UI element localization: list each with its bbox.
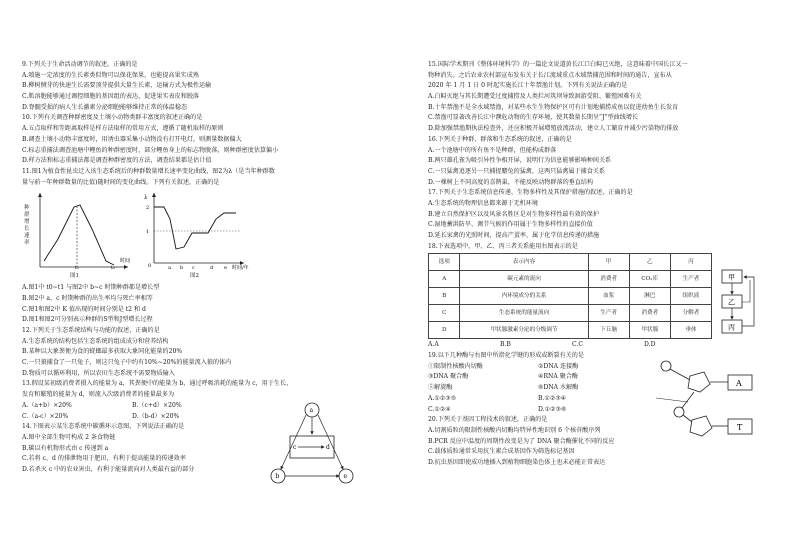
figure-caption: 图1 (70, 273, 79, 280)
question-9 (22, 60, 392, 113)
option-d: D.①②③⑥ (538, 405, 567, 413)
enzyme-5: ⑤解旋酶 (428, 384, 453, 392)
option-b: B.某种以大象粪便为食的蜣螂最多获取大象同化能量的20% (22, 348, 183, 356)
table-cell: CO₂库 (629, 271, 670, 288)
option-b: B.B (500, 341, 511, 349)
y-tick-2: 2 (146, 205, 150, 212)
question-stem: 19.以下几种酶与右图中所指化学键的形成或断裂有关的是 (428, 352, 584, 360)
question-stem: 18.下表选项中，甲、乙、丙三者关系能用右图表示的是 (428, 242, 578, 250)
option-a: A.生态系统的物理信息都来源于无机环境 (428, 199, 538, 207)
option-b: B.（c+d）×20% (132, 401, 182, 409)
table-cell: 生产者 (670, 271, 711, 288)
option-c: C.若将 c、d 的排泄物用于肥田，有利于提高能量的传递效率 (22, 455, 186, 463)
option-b: B.两只雄孔雀为吸引异性争相开屏，说明行为信息能够影响种间关系 (428, 157, 612, 165)
table-cell: B (429, 288, 460, 305)
option-c: C.湿地蓄洪防旱、调节气候的作用属于生物多样性的直接价值 (428, 221, 593, 229)
table-cell: A (429, 271, 460, 288)
table-header: 表示内容 (460, 254, 588, 271)
figure-2 (140, 189, 250, 281)
question-stem: 17.下列关于生态系统信息传递、生物多样性及其保护措施的叙述，正确的是 (428, 189, 633, 197)
table-cell: 内环境成分的关系 (460, 288, 588, 305)
table-header: 丙 (670, 254, 711, 271)
option-d: D.若杀灭 c 中的农业害虫，有利于能量流向对人类最有益的部分 (22, 465, 195, 473)
table-header-row (429, 254, 712, 271)
option-a: A.图1中 t0~t1 与图2中 b~c 时期种群都是增长型 (22, 284, 160, 292)
table-row (429, 305, 712, 322)
table-row (429, 322, 712, 339)
option-d: D.物质可以循环利用，所以农田生态系统不需要物质输入 (22, 369, 175, 377)
option-c: C.一只猛禽追逐另一只捕捉麝兔的猛禽，这两只猛禽属于捕食关系 (428, 167, 606, 175)
question-10 (22, 113, 392, 166)
relation-diagram (718, 268, 774, 338)
option-c: C.C (572, 341, 584, 349)
question-stem: 13.假设某初级消费者摄入的能量为 a，其粪便中的能量为 b，通过呼吸消耗的能量为 c，用于生长、 (22, 380, 293, 388)
table-cell: 组织液 (670, 288, 711, 305)
table-row (429, 271, 712, 288)
table-cell: 碳元素的流向 (460, 271, 588, 288)
option-b: B.图2中 a、c 时期种群的出生率均与死亡率相等 (22, 294, 153, 302)
option-c: C.①②④ (428, 405, 451, 413)
enzyme-6: ⑥DNA 水解酶 (538, 384, 579, 392)
option-a: A.生态系统的结构包括生态系统的组成成分和营养结构 (22, 337, 169, 345)
lambda-chart (140, 189, 250, 271)
x-axis-label: 时间 (120, 258, 131, 265)
question-stem-cont: 量与前一年种群数量的比值)随时间的变化曲线。下列有关叙述，正确的是 (22, 178, 220, 186)
table-cell: 垂体 (670, 322, 711, 339)
option-c: C.禁渔可显著改善长江中濒危动物的生存环境，使其数量长期呈“J”型曲线增长 (428, 114, 639, 122)
option-c: C.（a-c）×20% (22, 412, 69, 420)
option-a: A.五点取样和等距离取样是样方法取样的常用方式，遵循了随机取样的原则 (22, 125, 224, 133)
option-b: B.建立自然保护区以及风景名胜区是对生物多样性最有效的保护 (428, 210, 599, 218)
option-a: A.一个池塘中的所有鱼不是种群，但能构成群落 (428, 146, 557, 154)
option-d: D.样方法和标志重捕法都是调查种群密度的方法，调查结果都是估计值 (22, 157, 212, 165)
figure-1 (22, 189, 132, 281)
lambda-curve (154, 207, 236, 249)
x-tick-a: a (168, 265, 171, 272)
question-stem: 20.下列关于基因工程技术的叙述，正确的是 (428, 416, 548, 424)
table-cell: 下丘脑 (588, 322, 629, 339)
option-b: B.柳树侧芽的快速生长需要顶芽提供大量生长素，运输方式为极性运输 (22, 82, 212, 90)
label-jia: 甲 (728, 273, 735, 282)
x-axis-label: 时间/年 (232, 265, 249, 272)
y-tick-1: 1 (146, 229, 150, 236)
option-d: D.（b-d）×20% (132, 412, 180, 420)
option-c: C.图1和图2中 K 值出现的时间分别是 t2 和 d (22, 305, 146, 313)
option-a: A.白鲟灭绝与其长期遭受过度捕捞及人类拦河筑坝导致洄游受阻、繁殖困难有关 (428, 93, 642, 101)
table-cell: 分解者 (670, 305, 711, 322)
option-a: A.①②③⑤ (428, 394, 457, 402)
option-d: D.脊髓受损的病人生长激素分泌细胞能够维持正常的体温稳态 (22, 103, 188, 111)
table-cell: 甲状腺 (629, 322, 670, 339)
label-yi: 乙 (728, 298, 735, 307)
label-bing: 丙 (728, 323, 735, 332)
tick-t2: t₂ (111, 265, 116, 272)
question-stem-cont: 发育和繁殖的能量为 d，则流入次级消费者的能量最多为 (22, 391, 175, 399)
table-header: 选项 (429, 254, 460, 271)
option-a: A.切割质粒的限制性核酸内切酶均特异性地识别 6 个核苷酸序列 (428, 426, 601, 434)
option-c: C.肌溶胞能够通过调控细胞的基因组的表达，促进果实表皮和脱落 (22, 93, 200, 101)
figure-row (22, 189, 392, 281)
label-d: d (326, 444, 330, 451)
table-cell: C (429, 305, 460, 322)
option-d: D.抗虫基因即使成功地插入到植物细胞染色体上也未必能正常表达 (428, 458, 606, 466)
option-c: C.标志重捕法调查池塘中鲤鱼的种群密度时，部分鲤鱼身上的标志物脱落，则种群密度估算偏小 (22, 146, 279, 154)
question-stem: 12.下列关于生态系统结构与功能的叙述，正确的是 (22, 327, 160, 334)
enzyme-1: ①限制性核酸内切酶 (428, 362, 483, 370)
y-axis-label: λ (144, 195, 148, 202)
phosphate-2 (674, 407, 684, 417)
question-stem-cont: 2020 年 1 月 1 日 0 时起实施长江十年禁渔计划。下列有关说法正确的是 (428, 82, 628, 90)
table-header: 甲 (588, 254, 629, 271)
option-d: D.D (644, 341, 656, 349)
table-cell: 消费者 (588, 271, 629, 288)
option-d: D.延长家禽的光照时间，提高产蛋率，属于化学信息传递的措施 (428, 232, 600, 239)
option-b: B.PCR 反应中温度的周期性改变是为了 DNA 聚合酶催化不同的反应 (428, 437, 615, 445)
option-a: A.图中全部生物可构成 2 条食物链 (22, 433, 116, 441)
option-d: D.一棵树上不同高度的喜鹊巢，不能反映动物群落的垂直结构 (428, 178, 594, 186)
question-16 (428, 135, 776, 188)
growth-rate-curve (44, 205, 114, 265)
label-c: c (293, 444, 297, 451)
option-b: B.碳以有机物形式由 c 传递到 a (22, 444, 109, 452)
question-stem: 11.图1为植食性昆虫迁入该生态系统后的种群数量增长速率变化曲线，图2为λ（是当年种群数 (22, 167, 275, 175)
table-row (429, 288, 712, 305)
y-axis-label: 种群增长速率 (24, 205, 30, 247)
y-tick-0: 0 (148, 263, 152, 270)
options-table (428, 253, 712, 339)
base-a: A (736, 379, 742, 388)
x-tick-e: e (224, 265, 227, 272)
table-cell: 甲状腺激素分泌的分级调节 (460, 322, 588, 339)
question-stem-cont: 物种消失。之后农业农村部宣布发布关于长江流域重点水域禁捕范围和时间的通告，宣布从 (428, 71, 672, 79)
table-cell: 消费者 (629, 305, 670, 322)
question-15 (428, 60, 776, 135)
label-b: b (275, 473, 280, 480)
tick-t1: t₁ (75, 265, 80, 272)
question-stem: 9.下列关于生命活动调节的叙述，正确的是 (22, 61, 138, 68)
x-tick-c: c (192, 265, 195, 272)
carbon-cycle-diagram (268, 400, 356, 492)
enzyme-4: ④RNA 聚合酶 (538, 373, 579, 381)
option-d: D.图1和图2可分别表示种群的S型和J型增长过程 (22, 316, 153, 324)
question-stem: 10.下列有关调查种群密度及土壤小动物类群丰富度的叙述正确的是 (22, 114, 203, 122)
table-header: 乙 (629, 254, 670, 271)
table-cell: 生态系统的能量流向 (460, 305, 588, 322)
option-a: A.喷施一定浓度的生长素类似物可以保花保果，也能提高果实成熟 (22, 71, 199, 79)
base-t: T (737, 423, 743, 432)
question-11 (22, 167, 392, 326)
dna-fragment-diagram (652, 358, 782, 452)
label-e: e (343, 473, 348, 480)
question-stem: 14.下图表示某生态系统中碳循环示意图，下列说法正确的是 (22, 423, 185, 431)
option-b: B.十年禁渔不是全水域禁渔，对某些水生生物保护区可有计划地捕捞成鱼以促进幼鱼生长发育 (428, 103, 679, 111)
x-tick-b: b (180, 265, 184, 272)
growth-rate-chart (22, 189, 132, 271)
sugar-2 (690, 416, 712, 436)
option-d: D.除加强禁渔期执法检查外，还应积极开展增殖放流活动，建立人工繁育并减少污染物的排放 (428, 125, 679, 133)
option-a: A.A (428, 341, 439, 349)
option-a: A.（a+b）×20% (22, 401, 72, 409)
label-a: a (309, 407, 314, 414)
question-17 (428, 188, 776, 241)
option-c: C.载体质粒通常采用抗生素合成基因作为筛选标记基因 (428, 448, 575, 456)
question-stem: 15.国际学术期刊《整体环境科学》的一篇论文说道黄长江口白鲟已灭绝，这意味着中国长江又一 (428, 61, 688, 68)
table-cell: D (429, 322, 460, 339)
figure-caption: 图2 (190, 273, 199, 280)
options-row (428, 340, 776, 351)
question-stem: 16.下列关于种群、群落和生态系统的叙述，正确的是 (428, 135, 572, 143)
phosphate-1 (661, 361, 671, 371)
option-b: B.调查土壤小动物丰富度时，用诱虫器采集小动物没有打开电灯，则测量数据偏大 (22, 135, 242, 143)
table-cell: 淋巴 (629, 288, 670, 305)
enzyme-2: ②DNA 连接酶 (538, 362, 579, 370)
option-c: C.一只狼捕食了一只兔子，则这只兔子中约有10%~20%的能量流入狼的体内 (22, 359, 232, 367)
enzyme-3: ③DNA 聚合酶 (428, 373, 469, 381)
option-b: B.①②③④ (538, 394, 567, 402)
table-cell: 生产者 (588, 305, 629, 322)
question-12 (22, 326, 392, 379)
sugar-1 (688, 372, 710, 392)
x-tick-d: d (210, 265, 214, 272)
table-cell: 血浆 (588, 288, 629, 305)
